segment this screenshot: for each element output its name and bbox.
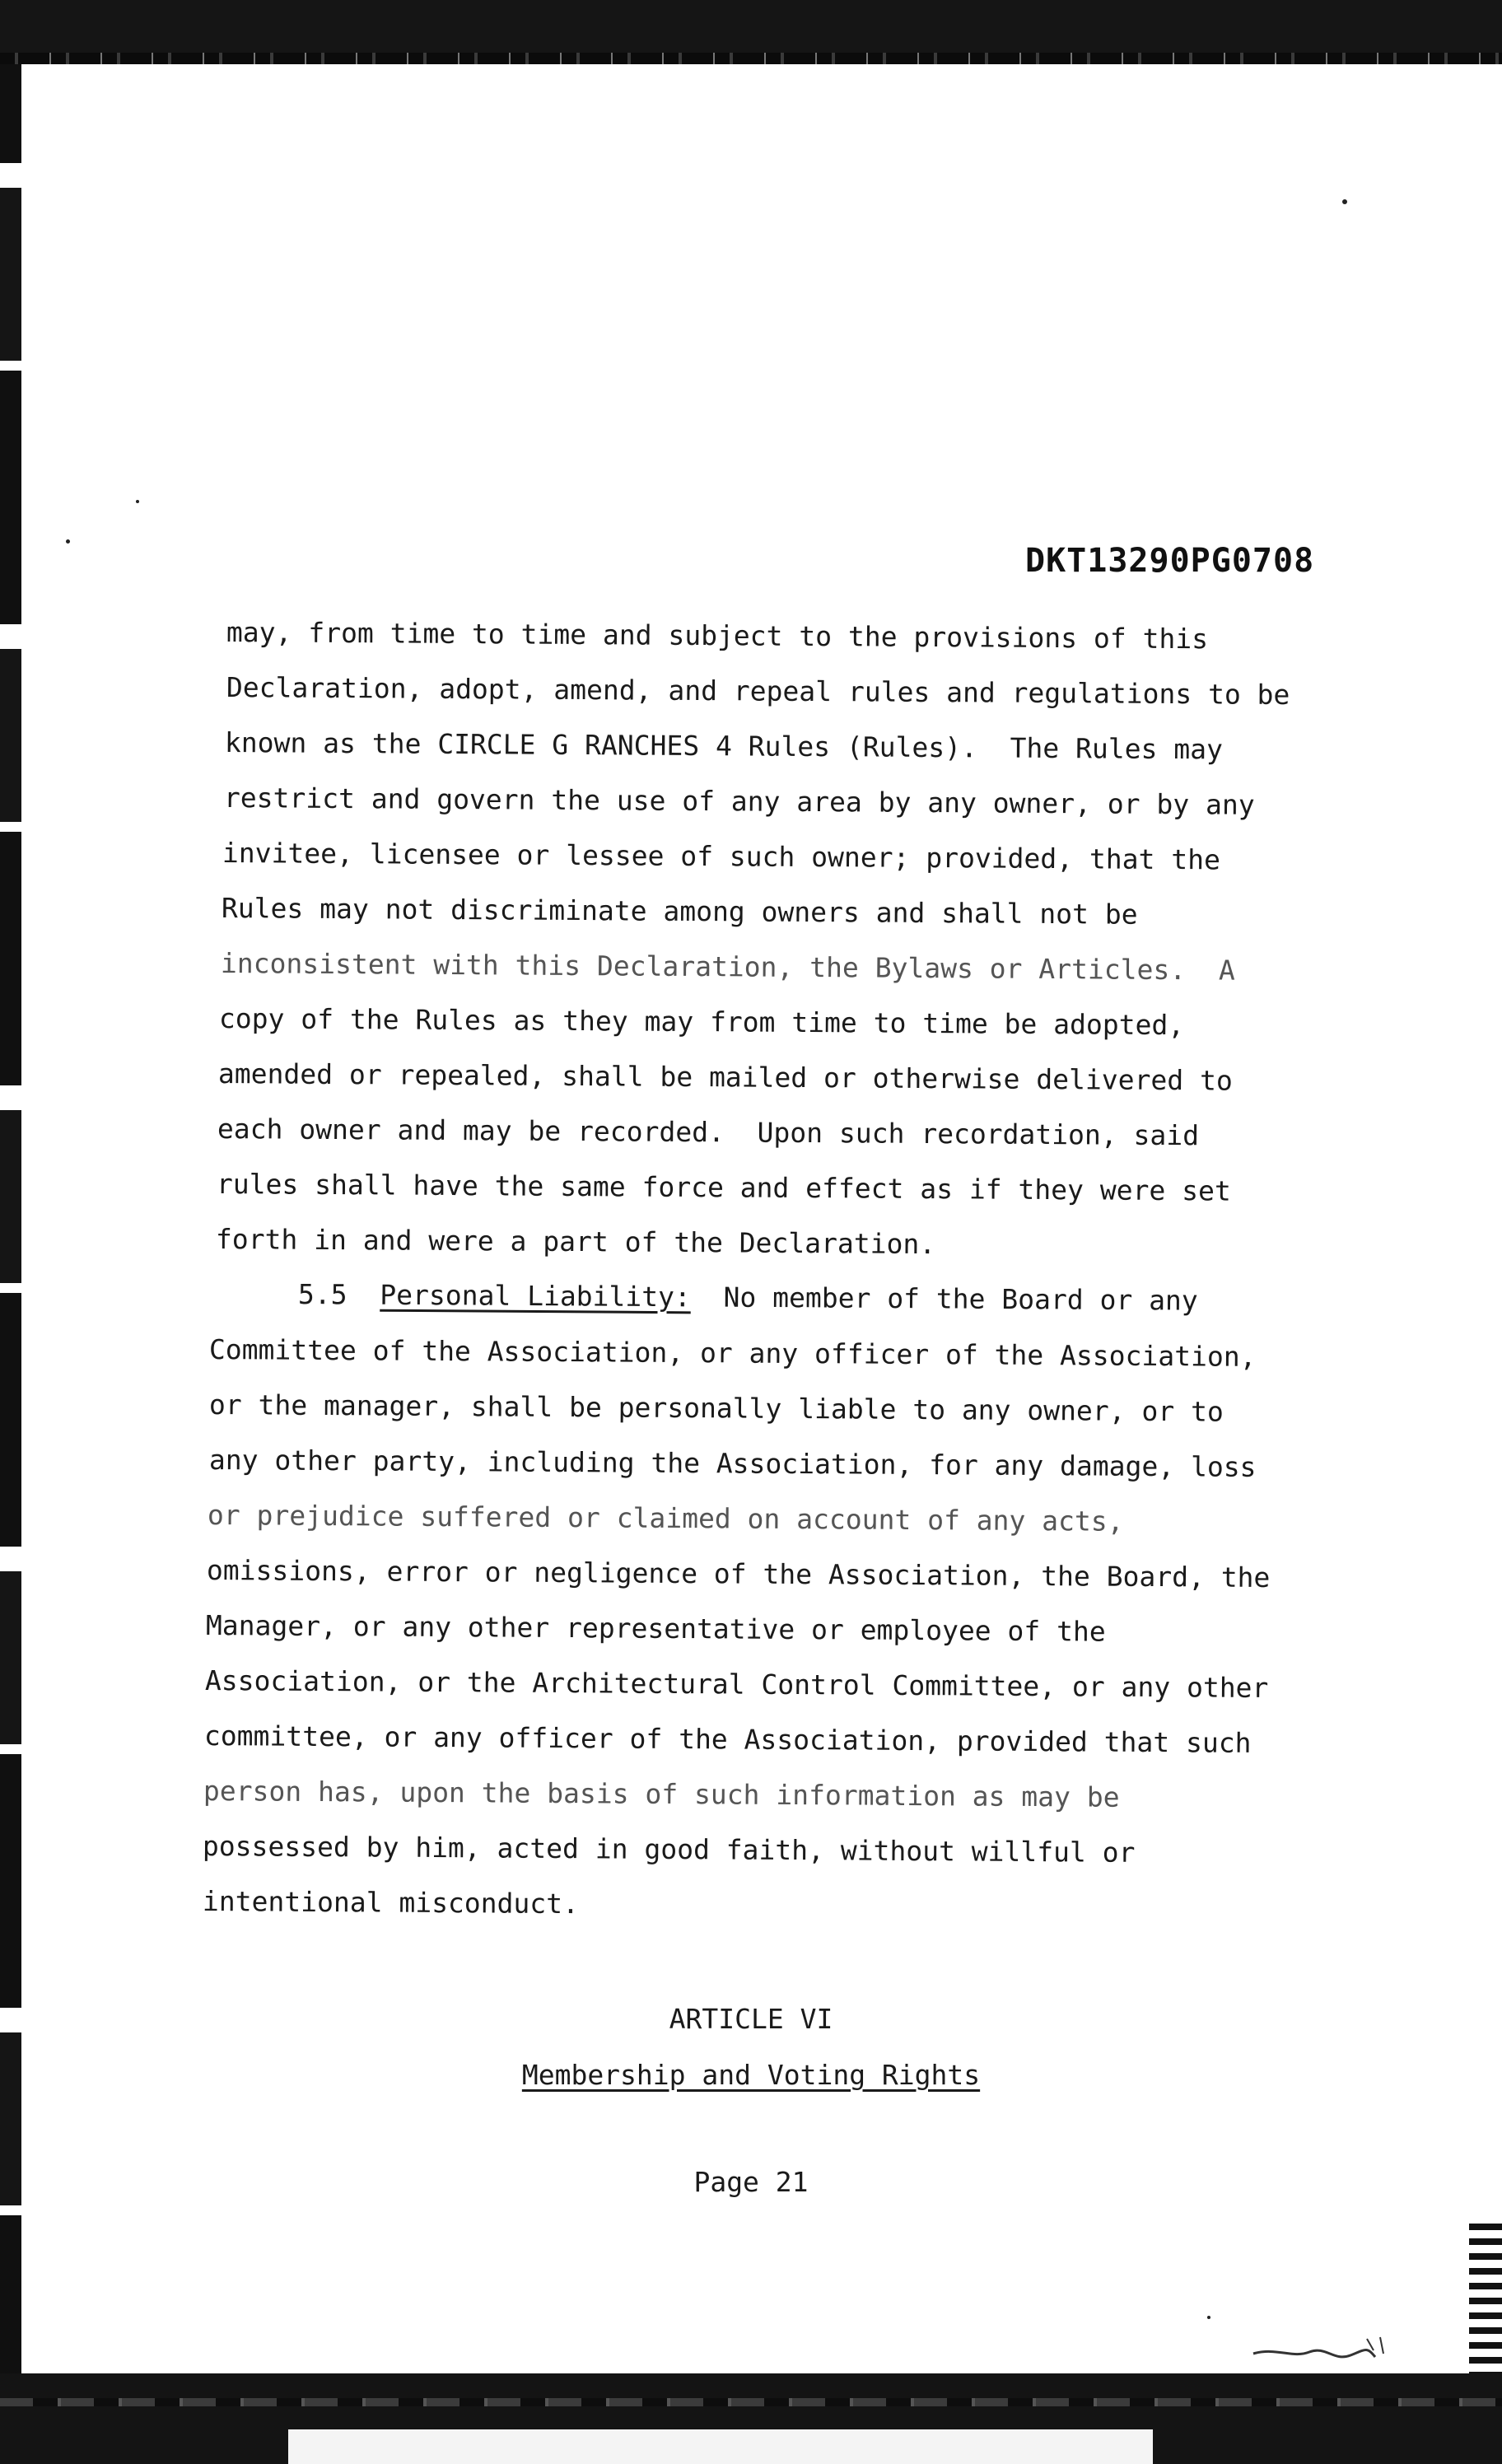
article-subheading-text: Membership and Voting Rights <box>521 2059 981 2091</box>
article-subheading <box>0 2059 1502 2091</box>
section-line: person has, upon the basis of such information as may be <box>203 1775 1120 1813</box>
section-line: intentional misconduct. <box>202 1885 580 1920</box>
body-line: known as the CIRCLE G RANCHES 4 Rules (Rules). The Rules may <box>224 726 1224 766</box>
body-line: restrict and govern the use of any area by any owner, or by any <box>223 782 1255 821</box>
body-line: invitee, licensee or lessee of such owner; provided, that the <box>222 837 1221 876</box>
section-line: possessed by him, acted in good faith, without willful or <box>202 1830 1136 1869</box>
page-number: Page 21 <box>693 2166 809 2198</box>
scan-border-left <box>0 64 21 2387</box>
scan-bottom-paper <box>288 2429 1153 2464</box>
section-line: Manager, or any other representative or employee of the <box>205 1609 1106 1648</box>
body-line: inconsistent with this Declaration, the Bylaws or Articles. A <box>220 947 1235 987</box>
scan-speck <box>1207 2316 1210 2319</box>
scan-border-right <box>1469 2224 1502 2388</box>
section-line: or the manager, shall be personally liable to any owner, or to <box>208 1388 1224 1428</box>
body-line: Declaration, adopt, amend, and repeal rules and regulations to be <box>226 671 1290 712</box>
scan-speck <box>136 500 139 503</box>
section-line: Association, or the Architectural Control Committee, or any other <box>204 1664 1269 1705</box>
scan-stripe <box>0 2398 1502 2406</box>
section-line: Committee of the Association, or any officer of the Association, <box>208 1333 1257 1373</box>
body-line: amended or repealed, shall be mailed or otherwise delivered to <box>217 1057 1233 1097</box>
body-line: forth in and were a part of the Declaration. <box>215 1223 936 1261</box>
section-line: or prejudice suffered or claimed on account of any acts, <box>207 1499 1124 1538</box>
section-line: any other party, including the Association, for any damage, loss <box>208 1444 1257 1483</box>
scan-speck <box>66 539 70 544</box>
scan-speck <box>1342 199 1347 204</box>
docket-stamp: DKT13290PG0708 <box>1025 542 1315 580</box>
section-first-line <box>298 1278 1198 1318</box>
section-first-line-text: No member of the Board or any <box>723 1281 1198 1317</box>
section-title: Personal Liability: <box>380 1278 691 1314</box>
body-line: copy of the Rules as they may from time to time be adopted, <box>218 1002 1185 1042</box>
body-line: rules shall have the same force and effect as if they were set <box>216 1168 1231 1207</box>
body-line: Rules may not discriminate among owners and shall not be <box>221 892 1138 931</box>
body-line: each owner and may be recorded. Upon such recordation, said <box>217 1113 1200 1152</box>
scan-border-top <box>0 0 1502 64</box>
signature-mark <box>1243 2322 1433 2372</box>
section-line: committee, or any officer of the Association, provided that such <box>203 1720 1252 1759</box>
section-number: 5.5 <box>297 1278 348 1311</box>
body-line: may, from time to time and subject to the provisions of this <box>226 616 1209 656</box>
article-heading: ARTICLE VI <box>669 2003 833 2035</box>
section-line: omissions, error or negligence of the Association, the Board, the <box>206 1554 1271 1594</box>
